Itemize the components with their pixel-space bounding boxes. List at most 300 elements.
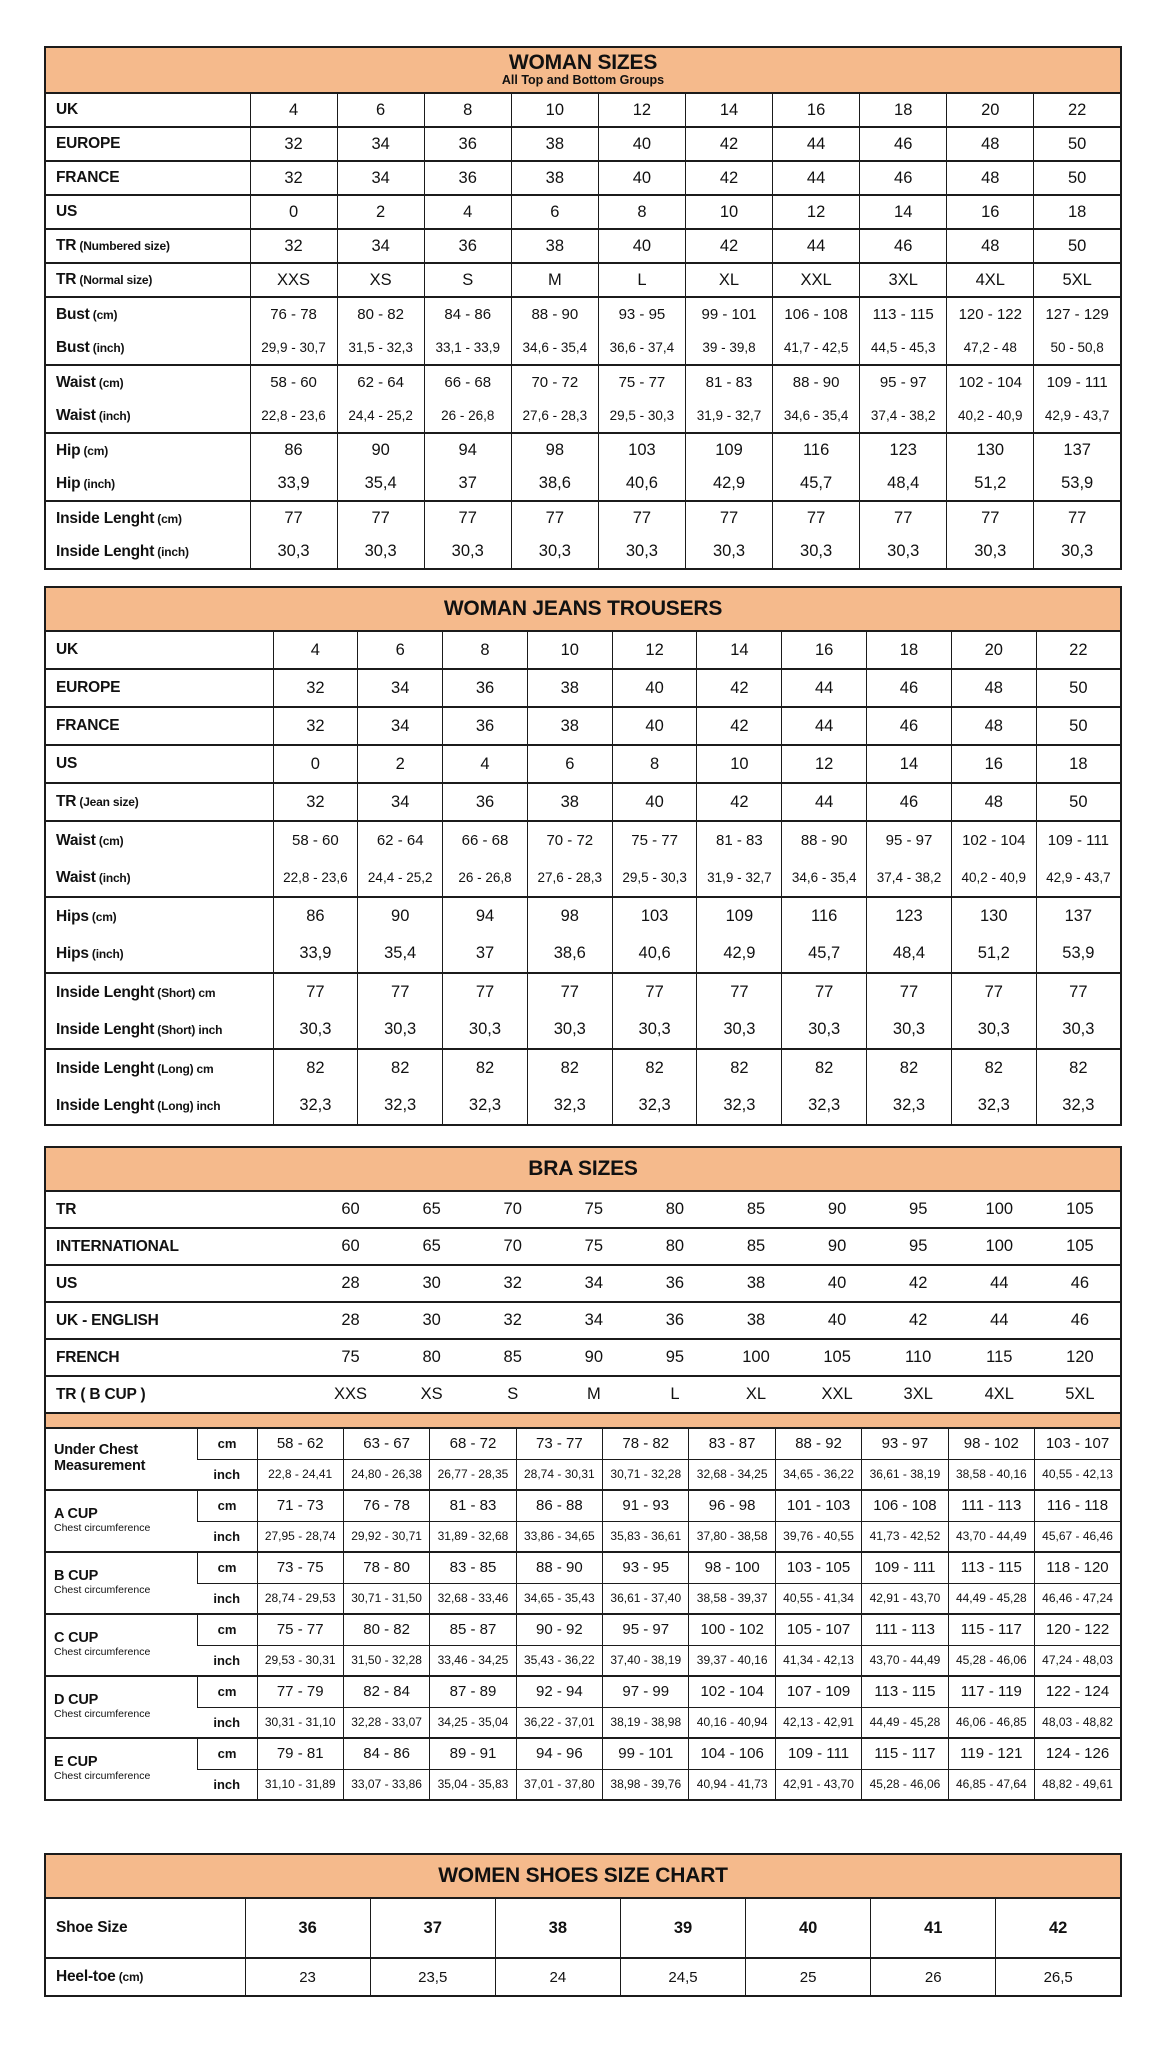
table-subtitle: All Top and Bottom Groups bbox=[501, 73, 665, 88]
row-label-note: (cm) bbox=[115, 1970, 144, 1984]
cell: 88 - 90 bbox=[516, 1552, 602, 1583]
cell: 2 bbox=[337, 195, 424, 229]
cell: 82 bbox=[1036, 1049, 1121, 1087]
cell: 83 - 87 bbox=[689, 1428, 775, 1459]
cell: 37 bbox=[424, 467, 511, 501]
table-row bbox=[45, 707, 1121, 745]
row-label bbox=[45, 365, 250, 399]
cell: 22 bbox=[1036, 631, 1121, 669]
row-label bbox=[45, 127, 250, 161]
cell: 77 bbox=[273, 973, 358, 1011]
cell: 77 bbox=[1034, 501, 1121, 535]
cell: 80 - 82 bbox=[343, 1614, 429, 1645]
woman-jeans-header bbox=[44, 586, 1122, 630]
unit-label: inch bbox=[197, 1521, 257, 1552]
cell: L bbox=[598, 263, 685, 297]
cell: 14 bbox=[860, 195, 947, 229]
cell: 30,3 bbox=[1036, 1011, 1121, 1049]
cell: 53,9 bbox=[1034, 467, 1121, 501]
cell: 29,92 - 30,71 bbox=[343, 1521, 429, 1552]
cell: 100 bbox=[959, 1191, 1040, 1228]
cell: 63 - 67 bbox=[343, 1428, 429, 1459]
cell: 95 - 97 bbox=[867, 821, 952, 859]
cup-label bbox=[45, 1614, 197, 1676]
cell: 88 - 92 bbox=[775, 1428, 861, 1459]
unit-label: inch bbox=[197, 1769, 257, 1800]
bra-divider-band bbox=[44, 1414, 1122, 1427]
cell: 33,9 bbox=[250, 467, 337, 501]
cell: 40,94 - 41,73 bbox=[689, 1769, 775, 1800]
row-label bbox=[45, 263, 250, 297]
cell: 86 - 88 bbox=[516, 1490, 602, 1521]
cell: 6 bbox=[511, 195, 598, 229]
woman-jeans-grid bbox=[44, 630, 1122, 1126]
cell: 102 - 104 bbox=[689, 1676, 775, 1707]
cup-label-sub: Chest circumference bbox=[54, 1646, 151, 1659]
cell: 41,34 - 42,13 bbox=[775, 1645, 861, 1676]
cell: 12 bbox=[782, 745, 867, 783]
cell: 4 bbox=[250, 93, 337, 127]
table-row bbox=[45, 1049, 1121, 1087]
cell: 27,6 - 28,3 bbox=[511, 399, 598, 433]
cell: 77 bbox=[697, 973, 782, 1011]
cell: 84 - 86 bbox=[424, 297, 511, 331]
cell: 116 bbox=[782, 897, 867, 935]
bra-sizes-header bbox=[44, 1146, 1122, 1190]
cell: 73 - 75 bbox=[257, 1552, 343, 1583]
unit-label: inch bbox=[197, 1459, 257, 1490]
row-label-text: Inside Lenght bbox=[56, 509, 155, 527]
row-label-note: (Numbered size) bbox=[76, 239, 170, 253]
cell: 42 bbox=[685, 229, 772, 263]
cell: 60 bbox=[310, 1191, 391, 1228]
cell: 34,6 - 35,4 bbox=[773, 399, 860, 433]
row-label-text: Hip bbox=[56, 474, 81, 492]
cell: 77 - 79 bbox=[257, 1676, 343, 1707]
cell: 90 bbox=[337, 433, 424, 467]
cell: 77 bbox=[951, 973, 1036, 1011]
cell: 48,82 - 49,61 bbox=[1035, 1769, 1121, 1800]
cell: 44 bbox=[782, 707, 867, 745]
cell: 24,5 bbox=[620, 1958, 745, 1996]
row-label bbox=[45, 297, 250, 331]
table-row bbox=[45, 399, 1121, 433]
row-label-text: Shoe Size bbox=[56, 1919, 128, 1936]
cell: 40,2 - 40,9 bbox=[947, 399, 1034, 433]
cell: 77 bbox=[527, 973, 612, 1011]
cell: 35,83 - 36,61 bbox=[603, 1521, 689, 1552]
cell: 53,9 bbox=[1036, 935, 1121, 973]
cell: 36 bbox=[634, 1265, 715, 1302]
cell: 32,3 bbox=[697, 1087, 782, 1125]
cell: 82 - 84 bbox=[343, 1676, 429, 1707]
cell: 38 bbox=[715, 1265, 796, 1302]
table-row bbox=[45, 935, 1121, 973]
cell: 12 bbox=[612, 631, 697, 669]
cell: 95 bbox=[878, 1228, 959, 1265]
cell: 66 - 68 bbox=[424, 365, 511, 399]
cell: 32,3 bbox=[951, 1087, 1036, 1125]
table-row bbox=[45, 1490, 1121, 1521]
cell: 48,03 - 48,82 bbox=[1035, 1707, 1121, 1738]
unit-label: cm bbox=[197, 1428, 257, 1459]
cell: 88 - 90 bbox=[773, 365, 860, 399]
cell: 60 bbox=[310, 1228, 391, 1265]
cell: 10 bbox=[685, 195, 772, 229]
row-label-text: FRANCE bbox=[56, 169, 120, 186]
cell: 76 - 78 bbox=[343, 1490, 429, 1521]
cell: 40,55 - 41,34 bbox=[775, 1583, 861, 1614]
row-label-note: (inch) bbox=[80, 476, 115, 491]
cell: 94 bbox=[443, 897, 528, 935]
cell: 77 bbox=[511, 501, 598, 535]
cell: 111 - 113 bbox=[862, 1614, 948, 1645]
cell: 6 bbox=[337, 93, 424, 127]
cell: 31,50 - 32,28 bbox=[343, 1645, 429, 1676]
cell: S bbox=[424, 263, 511, 297]
cell: 36 bbox=[634, 1302, 715, 1339]
cell: 119 - 121 bbox=[948, 1738, 1034, 1769]
table-title: WOMAN JEANS TROUSERS bbox=[443, 596, 723, 620]
woman-sizes-grid bbox=[44, 92, 1122, 570]
cell: 26,77 - 28,35 bbox=[430, 1459, 516, 1490]
cell: 106 - 108 bbox=[773, 297, 860, 331]
cell: 50 bbox=[1034, 161, 1121, 195]
cell: 12 bbox=[598, 93, 685, 127]
cell: 36,61 - 38,19 bbox=[862, 1459, 948, 1490]
cell: 18 bbox=[867, 631, 952, 669]
cell: 62 - 64 bbox=[337, 365, 424, 399]
cell: 30 bbox=[391, 1302, 472, 1339]
cell: 76 - 78 bbox=[250, 297, 337, 331]
cell: 46 bbox=[860, 161, 947, 195]
cell: 42 bbox=[697, 669, 782, 707]
table-row bbox=[45, 1958, 1121, 1996]
row-label-text: Hip bbox=[56, 441, 81, 459]
row-label bbox=[45, 821, 273, 859]
cell: 35,4 bbox=[337, 467, 424, 501]
table-row bbox=[45, 783, 1121, 821]
row-label bbox=[45, 897, 273, 935]
row-label bbox=[45, 859, 273, 897]
cell: 48 bbox=[947, 127, 1034, 161]
cell: 127 - 129 bbox=[1034, 297, 1121, 331]
cell: 75 bbox=[310, 1339, 391, 1376]
cell: XXS bbox=[310, 1376, 391, 1413]
cell: 32 bbox=[250, 127, 337, 161]
table-row bbox=[45, 1769, 1121, 1800]
row-label bbox=[45, 331, 250, 365]
cell: 40 bbox=[612, 783, 697, 821]
cup-label-sub: Chest circumference bbox=[54, 1770, 151, 1783]
cell: 58 - 60 bbox=[250, 365, 337, 399]
cell: 10 bbox=[697, 745, 782, 783]
cell: 45,7 bbox=[782, 935, 867, 973]
row-label-note: (cm) bbox=[154, 511, 182, 526]
cell: 46 bbox=[1040, 1302, 1121, 1339]
cell: 32,3 bbox=[782, 1087, 867, 1125]
cell: 105 bbox=[797, 1339, 878, 1376]
row-label-note: (cm) bbox=[89, 307, 118, 322]
table-row bbox=[45, 1339, 1121, 1376]
cell: 70 - 72 bbox=[527, 821, 612, 859]
cell: 130 bbox=[947, 433, 1034, 467]
cell: 30 bbox=[391, 1265, 472, 1302]
cell: 32 bbox=[273, 783, 358, 821]
row-label-text: Waist bbox=[56, 406, 96, 424]
cell: 65 bbox=[391, 1191, 472, 1228]
bra-sizes-grid bbox=[44, 1190, 1122, 1414]
cell: 46 bbox=[867, 783, 952, 821]
cell: 77 bbox=[773, 501, 860, 535]
table-row bbox=[45, 631, 1121, 669]
cell: 31,5 - 32,3 bbox=[337, 331, 424, 365]
row-label-note: (Short) inch bbox=[154, 1022, 223, 1037]
cell: 20 bbox=[947, 93, 1034, 127]
cell: 50 bbox=[1036, 669, 1121, 707]
unit-label: cm bbox=[197, 1614, 257, 1645]
cell: 30,3 bbox=[951, 1011, 1036, 1049]
cell: 115 - 117 bbox=[948, 1614, 1034, 1645]
table-row bbox=[45, 1459, 1121, 1490]
cell: 30,3 bbox=[773, 535, 860, 569]
cell: 34,6 - 35,4 bbox=[782, 859, 867, 897]
cell: 8 bbox=[598, 195, 685, 229]
row-label-text: Waist bbox=[56, 868, 96, 886]
row-label-text: Inside Lenght bbox=[56, 1096, 155, 1114]
cell: L bbox=[634, 1376, 715, 1413]
table-row bbox=[45, 1087, 1121, 1125]
cell: 106 - 108 bbox=[862, 1490, 948, 1521]
cell: 44 bbox=[782, 669, 867, 707]
cell: 95 - 97 bbox=[603, 1614, 689, 1645]
cell: 77 bbox=[424, 501, 511, 535]
cell: 36 bbox=[245, 1898, 370, 1958]
cell: 98 bbox=[511, 433, 598, 467]
table-row bbox=[45, 1645, 1121, 1676]
row-label-text: Inside Lenght bbox=[56, 1059, 155, 1077]
cell: 41,73 - 42,52 bbox=[862, 1521, 948, 1552]
row-label-note: (cm) bbox=[80, 443, 109, 458]
cell: 34 bbox=[337, 127, 424, 161]
table-row bbox=[45, 93, 1121, 127]
table-row bbox=[45, 365, 1121, 399]
table-row bbox=[45, 1707, 1121, 1738]
row-label-text: TR ( B CUP ) bbox=[56, 1385, 146, 1403]
table-row bbox=[45, 1376, 1121, 1413]
cell: 0 bbox=[250, 195, 337, 229]
row-label bbox=[45, 1265, 310, 1302]
cell: 83 - 85 bbox=[430, 1552, 516, 1583]
table-row bbox=[45, 127, 1121, 161]
row-label-note: (inch) bbox=[95, 870, 131, 885]
women-shoes-header bbox=[44, 1853, 1122, 1897]
cell: 77 bbox=[860, 501, 947, 535]
cell: 32,3 bbox=[358, 1087, 443, 1125]
cell: 30,3 bbox=[598, 535, 685, 569]
cell: 42 bbox=[697, 707, 782, 745]
cell: 34 bbox=[337, 161, 424, 195]
table-row bbox=[45, 859, 1121, 897]
cell: 51,2 bbox=[951, 935, 1036, 973]
cell: 32,68 - 34,25 bbox=[689, 1459, 775, 1490]
row-label bbox=[45, 669, 273, 707]
cell: 40 bbox=[797, 1302, 878, 1339]
cell: 97 - 99 bbox=[603, 1676, 689, 1707]
cell: 38 bbox=[715, 1302, 796, 1339]
row-label bbox=[45, 1376, 310, 1413]
cell: 130 bbox=[951, 897, 1036, 935]
cell: 39,37 - 40,16 bbox=[689, 1645, 775, 1676]
cell: 14 bbox=[697, 631, 782, 669]
cell: 48 bbox=[947, 161, 1034, 195]
cell: 40 bbox=[746, 1898, 871, 1958]
cell: 82 bbox=[782, 1049, 867, 1087]
row-label-text: UK - ENGLISH bbox=[56, 1311, 159, 1329]
cell: 40 bbox=[797, 1265, 878, 1302]
cell: 37,4 - 38,2 bbox=[860, 399, 947, 433]
cell: M bbox=[511, 263, 598, 297]
row-label-text: Hips bbox=[56, 907, 89, 925]
row-label bbox=[45, 935, 273, 973]
cell: 75 - 77 bbox=[612, 821, 697, 859]
cell: 40 bbox=[612, 669, 697, 707]
row-label-note: (inch) bbox=[95, 408, 131, 423]
cell: 116 - 118 bbox=[1035, 1490, 1121, 1521]
cell: 39 bbox=[620, 1898, 745, 1958]
cell: 28,74 - 29,53 bbox=[257, 1583, 343, 1614]
cell: 44,5 - 45,3 bbox=[860, 331, 947, 365]
row-label-text: UK bbox=[56, 101, 78, 118]
row-label bbox=[45, 783, 273, 821]
cell: 28 bbox=[310, 1302, 391, 1339]
table-row bbox=[45, 161, 1121, 195]
cell: 30,3 bbox=[1034, 535, 1121, 569]
cell: 68 - 72 bbox=[430, 1428, 516, 1459]
table-row bbox=[45, 331, 1121, 365]
cell: 98 - 102 bbox=[948, 1428, 1034, 1459]
cell: 42,9 bbox=[685, 467, 772, 501]
row-label-text: Waist bbox=[56, 373, 96, 391]
cell: 42,13 - 42,91 bbox=[775, 1707, 861, 1738]
cell: 85 bbox=[472, 1339, 553, 1376]
table-row bbox=[45, 897, 1121, 935]
cup-label-sub: Chest circumference bbox=[54, 1522, 151, 1535]
cell: 78 - 80 bbox=[343, 1552, 429, 1583]
cell: 124 - 126 bbox=[1035, 1738, 1121, 1769]
cell: 32,3 bbox=[867, 1087, 952, 1125]
cell: XS bbox=[337, 263, 424, 297]
cell: 37,80 - 38,58 bbox=[689, 1521, 775, 1552]
cell: 47,24 - 48,03 bbox=[1035, 1645, 1121, 1676]
row-label-text: Inside Lenght bbox=[56, 542, 155, 560]
cell: 42 bbox=[685, 161, 772, 195]
cell: XXL bbox=[773, 263, 860, 297]
cell: 48,4 bbox=[860, 467, 947, 501]
row-label bbox=[45, 501, 250, 535]
row-label bbox=[45, 1898, 245, 1958]
cell: 30,71 - 32,28 bbox=[603, 1459, 689, 1490]
cell: 3XL bbox=[878, 1376, 959, 1413]
table-row bbox=[45, 297, 1121, 331]
cell: 95 bbox=[878, 1191, 959, 1228]
cell: XL bbox=[685, 263, 772, 297]
cell: 81 - 83 bbox=[430, 1490, 516, 1521]
cell: 40 bbox=[612, 707, 697, 745]
cell: 85 bbox=[715, 1228, 796, 1265]
cell: 18 bbox=[860, 93, 947, 127]
cell: 118 - 120 bbox=[1035, 1552, 1121, 1583]
cell: 44,49 - 45,28 bbox=[948, 1583, 1034, 1614]
cell: 30,3 bbox=[337, 535, 424, 569]
cell: 120 - 122 bbox=[947, 297, 1034, 331]
cell: 38 bbox=[527, 669, 612, 707]
cell: 4 bbox=[273, 631, 358, 669]
table-row bbox=[45, 1228, 1121, 1265]
row-label bbox=[45, 229, 250, 263]
cell: 82 bbox=[867, 1049, 952, 1087]
cell: 86 bbox=[273, 897, 358, 935]
cell: 36,61 - 37,40 bbox=[603, 1583, 689, 1614]
table-row bbox=[45, 1265, 1121, 1302]
cell: 91 - 93 bbox=[603, 1490, 689, 1521]
cell: 116 bbox=[773, 433, 860, 467]
cell: 80 bbox=[634, 1191, 715, 1228]
cup-label-text: D CUP bbox=[54, 1692, 99, 1709]
cell: 66 - 68 bbox=[443, 821, 528, 859]
cell: 34,6 - 35,4 bbox=[511, 331, 598, 365]
cell: 46,06 - 46,85 bbox=[948, 1707, 1034, 1738]
cell: 42,9 - 43,7 bbox=[1034, 399, 1121, 433]
cell: 30,3 bbox=[685, 535, 772, 569]
cell: 10 bbox=[527, 631, 612, 669]
cell: 36,22 - 37,01 bbox=[516, 1707, 602, 1738]
cell: 23 bbox=[245, 1958, 370, 1996]
cell: 48 bbox=[951, 669, 1036, 707]
bra-sizes-table bbox=[44, 1146, 1122, 1801]
cell: 65 bbox=[391, 1228, 472, 1265]
cell: 44 bbox=[959, 1265, 1040, 1302]
cell: 8 bbox=[424, 93, 511, 127]
table-row bbox=[45, 195, 1121, 229]
cell: 44,49 - 45,28 bbox=[862, 1707, 948, 1738]
cell: 40 bbox=[598, 229, 685, 263]
cell: 34,25 - 35,04 bbox=[430, 1707, 516, 1738]
cell: 111 - 113 bbox=[948, 1490, 1034, 1521]
row-label-text: Bust bbox=[56, 305, 90, 323]
cell: 75 - 77 bbox=[257, 1614, 343, 1645]
cell: 82 bbox=[358, 1049, 443, 1087]
table-row bbox=[45, 263, 1121, 297]
cell: 6 bbox=[358, 631, 443, 669]
cell: 100 bbox=[715, 1339, 796, 1376]
cell: 43,70 - 44,49 bbox=[862, 1645, 948, 1676]
row-label-text: INTERNATIONAL bbox=[56, 1237, 179, 1255]
cell: 36 bbox=[443, 707, 528, 745]
cell: 38 bbox=[511, 127, 598, 161]
cell: 30,3 bbox=[527, 1011, 612, 1049]
cell: 109 - 111 bbox=[1034, 365, 1121, 399]
cell: 103 bbox=[598, 433, 685, 467]
cell: 95 bbox=[634, 1339, 715, 1376]
cell: 32,3 bbox=[273, 1087, 358, 1125]
cell: 89 - 91 bbox=[430, 1738, 516, 1769]
cell: 80 - 82 bbox=[337, 297, 424, 331]
cell: 22,8 - 24,41 bbox=[257, 1459, 343, 1490]
row-label bbox=[45, 1228, 310, 1265]
cell: 77 bbox=[337, 501, 424, 535]
cell: 41 bbox=[871, 1898, 996, 1958]
